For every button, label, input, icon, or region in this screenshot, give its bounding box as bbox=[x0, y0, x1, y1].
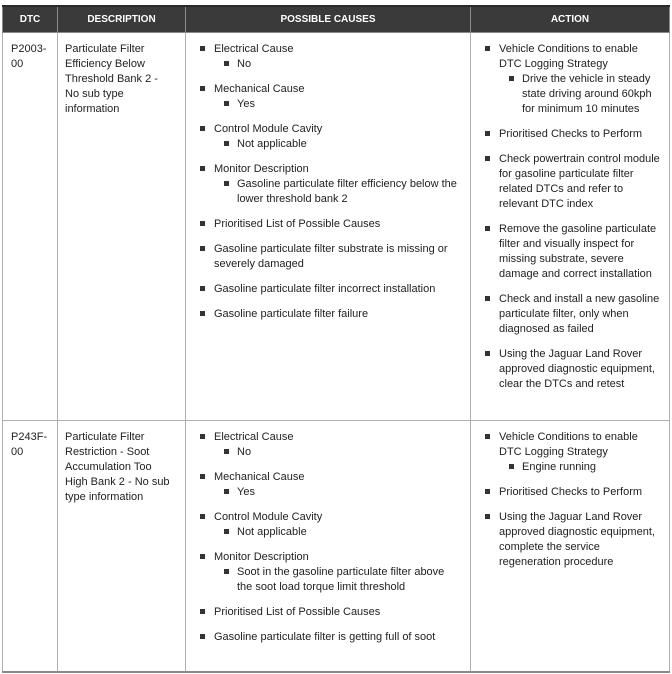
cause-text: Mechanical Cause bbox=[214, 471, 305, 483]
cause-sub-item: Soot in the gasoline particulate filter above the soot load torque limit threshold bbox=[214, 565, 462, 595]
table-row bbox=[3, 421, 670, 673]
action-item: Using the Jaguar Land Rover approved diagnostic equipment, complete the service regeneration procedure bbox=[479, 510, 661, 570]
cause-item: Gasoline particulate filter incorrect installation bbox=[194, 282, 462, 297]
action-item: Remove the gasoline particulate filter and visually inspect for missing substrate, severe damage and correct installation bbox=[479, 222, 661, 282]
cause-item bbox=[194, 122, 462, 152]
cause-item: Gasoline particulate filter failure bbox=[194, 307, 462, 322]
action-cell bbox=[471, 33, 670, 421]
cause-sub-item: Yes bbox=[214, 97, 462, 112]
action-sub-item: Engine running bbox=[499, 460, 661, 475]
dtc-table bbox=[2, 5, 670, 673]
cause-sub-list bbox=[214, 485, 462, 500]
header-possible-causes: POSSIBLE CAUSES bbox=[186, 6, 471, 33]
header-action: ACTION bbox=[471, 6, 670, 33]
cause-sub-list bbox=[214, 525, 462, 540]
cause-item bbox=[194, 162, 462, 207]
cause-sub-list bbox=[214, 57, 462, 72]
dtc-description: Particulate Filter Efficiency Below Threshold Bank 2 - No sub type information bbox=[58, 33, 186, 421]
cause-text: Monitor Description bbox=[214, 163, 309, 175]
action-item: Using the Jaguar Land Rover approved diagnostic equipment, clear the DTCs and retest bbox=[479, 347, 661, 392]
cause-sub-list bbox=[214, 177, 462, 207]
action-text: Vehicle Conditions to enable DTC Logging Strategy bbox=[499, 431, 638, 458]
cause-sub-item: No bbox=[214, 57, 462, 72]
cause-text: Mechanical Cause bbox=[214, 83, 305, 95]
action-item bbox=[479, 430, 661, 475]
cause-text: Electrical Cause bbox=[214, 43, 294, 55]
header-description: DESCRIPTION bbox=[58, 6, 186, 33]
dtc-code: P2003-00 bbox=[3, 33, 58, 421]
possible-causes-list bbox=[194, 42, 462, 322]
cause-text: Electrical Cause bbox=[214, 431, 294, 443]
cause-item: Gasoline particulate filter substrate is missing or severely damaged bbox=[194, 242, 462, 272]
cause-sub-item: Not applicable bbox=[214, 137, 462, 152]
cause-text: Control Module Cavity bbox=[214, 511, 323, 523]
cause-item bbox=[194, 470, 462, 500]
cause-sub-item: No bbox=[214, 445, 462, 460]
cause-item: Prioritised List of Possible Causes bbox=[194, 217, 462, 232]
cause-item: Gasoline particulate filter is getting full of soot bbox=[194, 630, 462, 645]
cause-item bbox=[194, 430, 462, 460]
cause-sub-list bbox=[214, 137, 462, 152]
action-cell bbox=[471, 421, 670, 673]
action-sub-item: Drive the vehicle in steady state driving around 60kph for minimum 10 minutes bbox=[499, 72, 661, 117]
action-text: Vehicle Conditions to enable DTC Logging Strategy bbox=[499, 43, 638, 70]
action-sub-list bbox=[499, 460, 661, 475]
action-sub-list bbox=[499, 72, 661, 117]
cause-sub-list bbox=[214, 565, 462, 595]
cause-item bbox=[194, 82, 462, 112]
header-dtc: DTC bbox=[3, 6, 58, 33]
action-item: Check powertrain control module for gasoline particulate filter related DTCs and refer to relevant DTC index bbox=[479, 152, 661, 212]
cause-sub-item: Gasoline particulate filter efficiency below the lower threshold bank 2 bbox=[214, 177, 462, 207]
action-list bbox=[479, 430, 661, 570]
possible-causes-list bbox=[194, 430, 462, 645]
possible-causes-cell bbox=[186, 421, 471, 673]
action-item: Prioritised Checks to Perform bbox=[479, 127, 661, 142]
cause-item bbox=[194, 550, 462, 595]
cause-sub-list bbox=[214, 97, 462, 112]
cause-item bbox=[194, 510, 462, 540]
dtc-description: Particulate Filter Restriction - Soot Accumulation Too High Bank 2 - No sub type information bbox=[58, 421, 186, 673]
table-header-row bbox=[3, 6, 670, 33]
cause-text: Monitor Description bbox=[214, 551, 309, 563]
cause-item: Prioritised List of Possible Causes bbox=[194, 605, 462, 620]
possible-causes-cell bbox=[186, 33, 471, 421]
cause-sub-list bbox=[214, 445, 462, 460]
dtc-code: P243F-00 bbox=[3, 421, 58, 673]
cause-text: Control Module Cavity bbox=[214, 123, 323, 135]
dtc-table-container bbox=[2, 5, 669, 673]
cause-sub-item: Not applicable bbox=[214, 525, 462, 540]
action-list bbox=[479, 42, 661, 392]
table-row bbox=[3, 33, 670, 421]
action-item: Check and install a new gasoline particulate filter, only when diagnosed as failed bbox=[479, 292, 661, 337]
action-item: Prioritised Checks to Perform bbox=[479, 485, 661, 500]
action-item bbox=[479, 42, 661, 117]
cause-item bbox=[194, 42, 462, 72]
cause-sub-item: Yes bbox=[214, 485, 462, 500]
